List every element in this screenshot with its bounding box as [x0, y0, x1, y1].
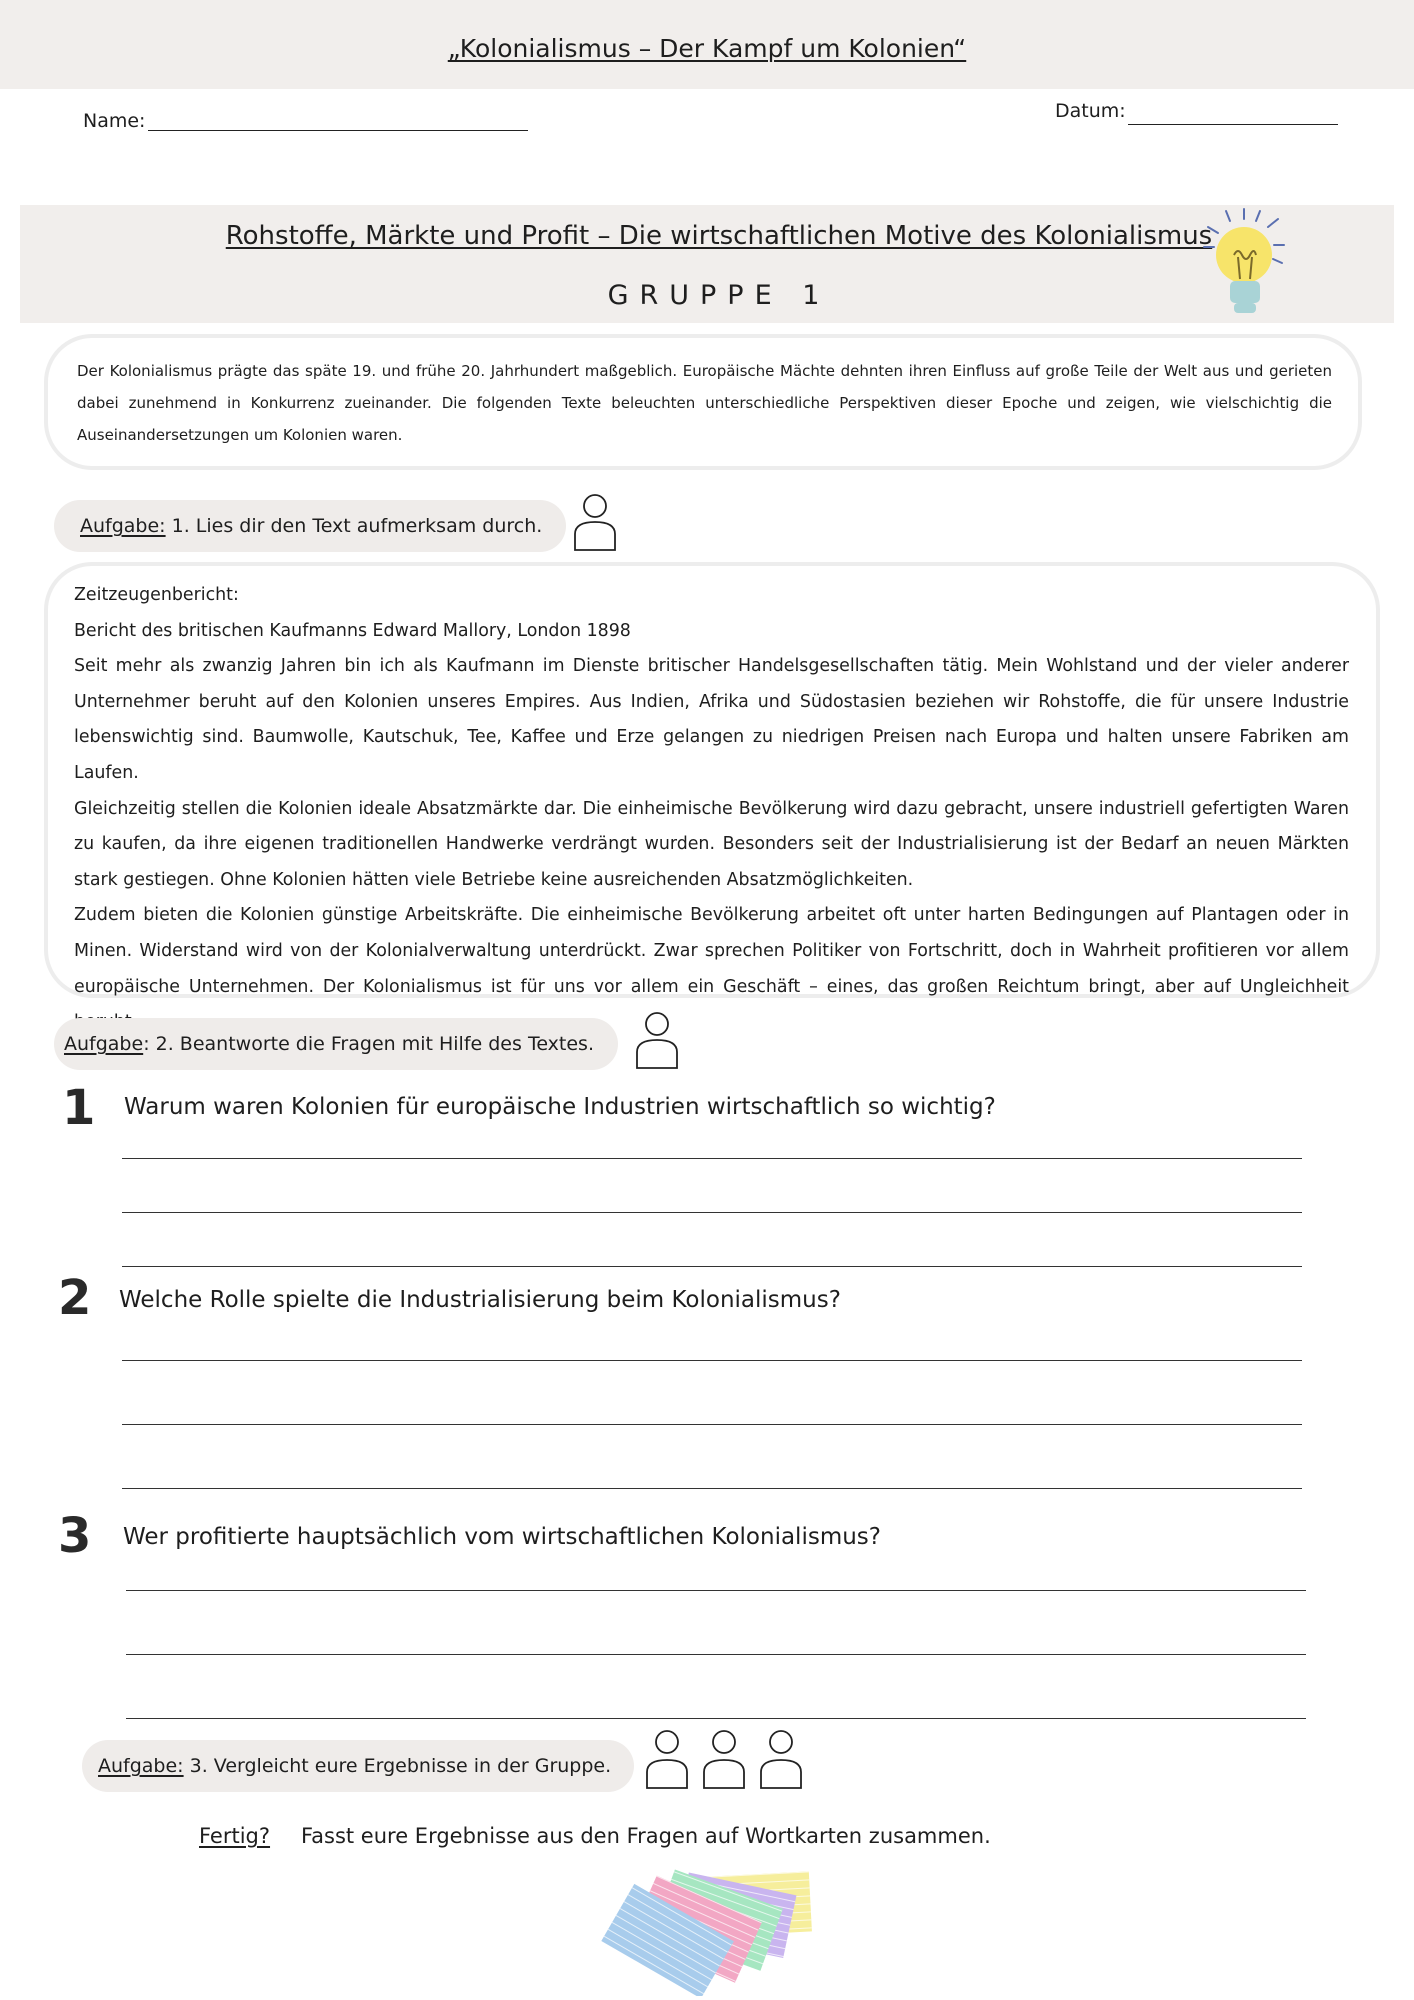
task-3-text: 3. Vergleicht eure Ergebnisse in der Gruppe.: [183, 1755, 612, 1777]
answer-line[interactable]: [126, 1654, 1306, 1655]
source-paragraph-1: Seit mehr als zwanzig Jahren bin ich als Kaufmann im Dienste britischer Handelsgesellschaften tätig. Mein Wohlstand und der vieler anderer Unternehmer beruht auf den Kolonien unseres Empires. Aus Indien, Afrika und Südostasien beziehen wir Rohstoffe, die für unsere Industrie lebenswichtig sind. Baumwolle, Kautschuk, Tee, Kaffee und Erze gelangen zu niedrigen Preisen nach Europa und halten unsere Fabriken am Laufen.: [74, 656, 1349, 783]
source-paragraph-2: Gleichzeitig stellen die Kolonien ideale Absatzmärkte dar. Die einheimische Bevölkerung wird dazu gebracht, unsere industriell gefertigten Waren zu kaufen, da ihre eigenen traditionellen Handwerke verdrängt wurden. Besonders seit der Industrialisierung ist der Bedarf an neuen Märkten stark gestiegen. Ohne Kolonien hätten viele Betriebe keine ausreichenden Absatzmöglichkeiten.: [74, 798, 1349, 890]
intro-text: Der Kolonialismus prägte das späte 19. und frühe 20. Jahrhundert maßgeblich. Europäische Mächte dehnten ihren Einfluss auf große Teile der Welt aus und gerieten dabei zunehmend in Konkurrenz zueinander. Die folgenden Texte beleuchten unterschiedliche Perspektiven dieser Epoche und zeigen, wie vielschichtig die Auseinandersetzungen um Kolonien waren.: [77, 362, 1332, 444]
person-icon: [634, 1010, 680, 1072]
source-heading: Zeitzeugenbericht:: [74, 585, 239, 605]
task-3-pill: [82, 1740, 634, 1792]
task-1-pill: [54, 500, 566, 552]
source-subheading: Bericht des britischen Kaufmanns Edward Mallory, London 1898: [74, 620, 631, 641]
task-2-pill: [54, 1018, 618, 1070]
answer-line[interactable]: [126, 1718, 1306, 1719]
task-2-label: Aufgabe: [64, 1033, 144, 1055]
task-1-label: Aufgabe:: [80, 515, 166, 537]
date-field[interactable]: [1128, 124, 1338, 125]
done-label: Fertig?: [199, 1824, 271, 1848]
index-cards-illustration: [590, 1866, 830, 1996]
group-label: GRUPPE 1: [607, 280, 831, 311]
answer-line[interactable]: [122, 1212, 1302, 1213]
person-icon: [572, 492, 618, 554]
group-icon: [644, 1728, 806, 1792]
question-1-number: 1: [62, 1080, 96, 1136]
task-3-label: Aufgabe:: [98, 1755, 184, 1777]
answer-line[interactable]: [122, 1424, 1302, 1425]
name-field[interactable]: [148, 130, 528, 131]
task-2-text: : 2. Beantworte die Fragen mit Hilfe des Textes.: [143, 1033, 594, 1055]
done-text: Fasst eure Ergebnisse aus den Fragen auf Wortkarten zusammen.: [301, 1824, 991, 1848]
answer-line[interactable]: [122, 1360, 1302, 1361]
answer-line[interactable]: [126, 1590, 1306, 1591]
source-paragraph-3: Zudem bieten die Kolonien günstige Arbeitskräfte. Die einheimische Bevölkerung arbeitet oft unter harten Bedingungen auf Plantagen oder in Minen. Widerstand wird von der Kolonialverwaltung unterdrückt. Zwar sprechen Politiker von Fortschritt, doch in Wahrheit profitieren vor allem europäische Unternehmen. Der Kolonialismus ist für uns vor allem ein Geschäft – eines, das großen Reichtum bringt, aber auf Ungleichheit: [74, 905, 1349, 997]
lightbulb-icon: [1196, 205, 1302, 323]
answer-line[interactable]: [122, 1488, 1302, 1489]
name-label: Name:: [83, 110, 146, 132]
answer-line[interactable]: [122, 1158, 1302, 1159]
task-1-text: 1. Lies dir den Text aufmerksam durch.: [165, 515, 543, 537]
date-label: Datum:: [1055, 100, 1126, 122]
section-title: Rohstoffe, Märkte und Profit – Die wirtschaftlichen Motive des Kolonialismus: [225, 221, 1213, 251]
question-2-number: 2: [58, 1270, 92, 1326]
source-text: [74, 578, 1349, 1041]
question-1-text: Warum waren Kolonien für europäische Industrien wirtschaftlich so wichtig?: [124, 1094, 996, 1120]
question-3-text: Wer profitierte hauptsächlich vom wirtschaftlichen Kolonialismus?: [123, 1524, 881, 1550]
question-2-text: Welche Rolle spielte die Industrialisierung beim Kolonialismus?: [119, 1287, 841, 1313]
question-3-number: 3: [58, 1508, 92, 1564]
answer-line[interactable]: [122, 1266, 1302, 1267]
document-title: „Kolonialismus – Der Kampf um Kolonien“: [447, 34, 967, 63]
